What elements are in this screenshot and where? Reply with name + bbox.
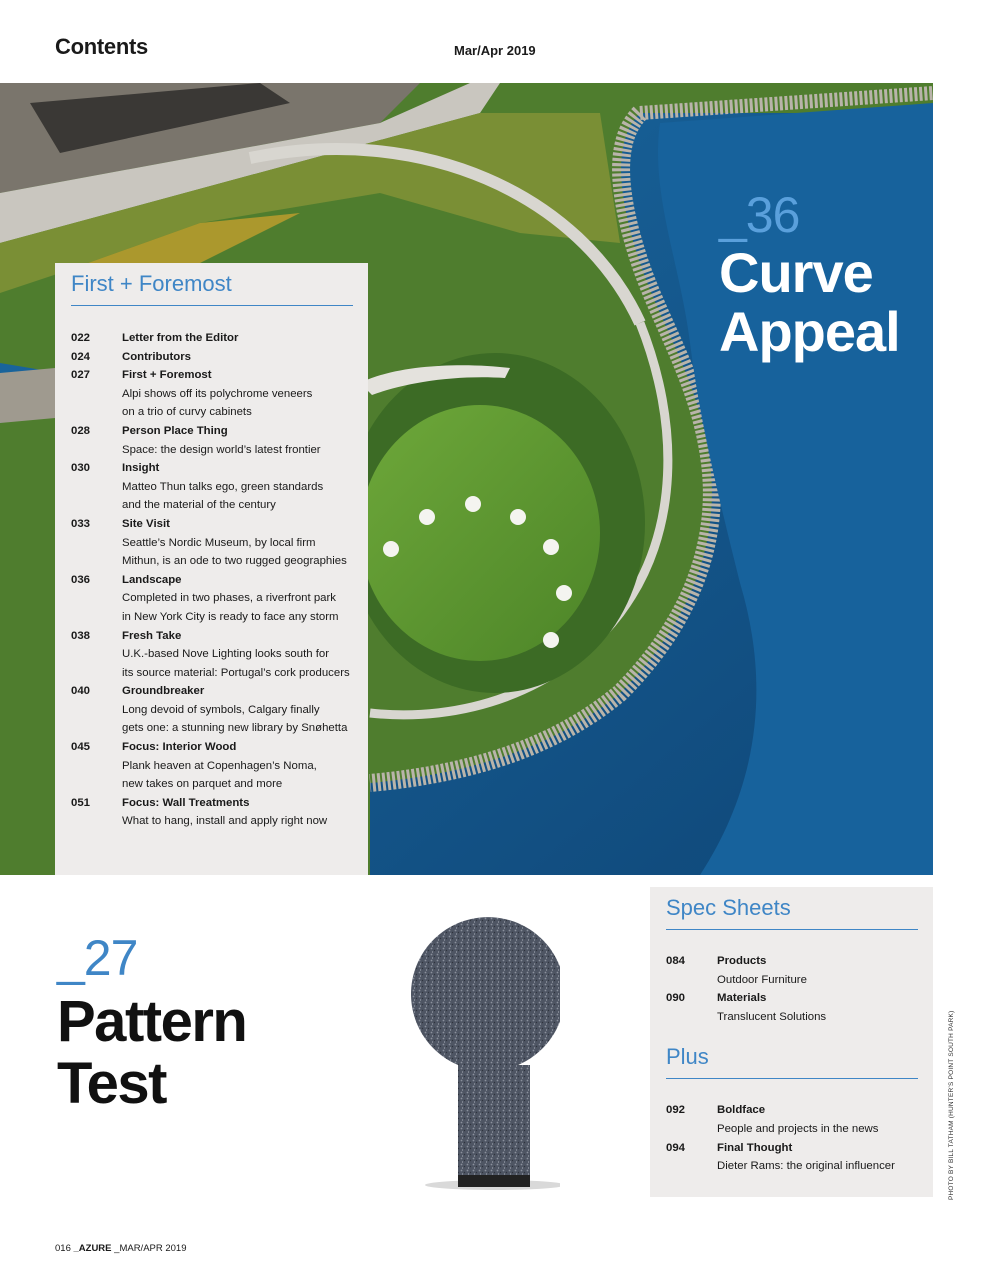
spec-sheets-heading: Spec Sheets [666, 895, 918, 930]
toc-description: Seattle’s Nordic Museum, by local firm [122, 536, 316, 549]
toc-entry [666, 1139, 933, 1176]
toc-description: What to hang, install and apply right now [122, 815, 328, 828]
toc-entry [71, 329, 368, 348]
toc-entry-text [122, 627, 350, 683]
toc-section-title: Boldface [717, 1104, 766, 1117]
toc-entry-text [122, 348, 191, 367]
plus-heading: Plus [666, 1044, 918, 1079]
toc-section-title: Focus: Wall Treatments [122, 796, 250, 809]
toc-page-number: 045 [71, 741, 91, 754]
toc-entry-text [122, 571, 339, 627]
toc-section-title: Groundbreaker [122, 685, 205, 698]
toc-page-number: 092 [666, 1104, 686, 1117]
feature-27-title [57, 991, 246, 1115]
toc-description: Mithun, is an ode to two rugged geographies [122, 555, 347, 568]
toc-section-title: Landscape [122, 573, 182, 586]
toc-description: Translucent Solutions [717, 1010, 827, 1023]
feature-36-title-line-2: Appeal [719, 299, 900, 363]
plus-list [666, 1101, 933, 1175]
toc-page-number: 030 [71, 462, 91, 475]
spec-sheets-list [666, 952, 933, 1026]
toc-entry [71, 348, 368, 367]
toc-entry-text [122, 366, 312, 422]
toc-page-number: 033 [71, 517, 91, 530]
feature-27-headline [57, 930, 247, 1117]
toc-section-title: Letter from the Editor [122, 332, 239, 344]
toc-page-number: 051 [71, 796, 91, 809]
feature-27-number: _27 [57, 930, 138, 986]
footer-page-number: 016 [55, 1243, 71, 1254]
toc-description: and the material of the century [122, 499, 276, 512]
toc-page-number: 094 [666, 1141, 686, 1154]
toc-section-title: First + Foremost [122, 369, 212, 382]
first-foremost-list [71, 329, 368, 831]
footer-brand: _AZURE [73, 1243, 112, 1254]
toc-page-number: 084 [666, 955, 686, 967]
toc-entry [666, 989, 933, 1026]
toc-section-title: Person Place Thing [122, 424, 228, 437]
toc-entry-text [122, 794, 327, 831]
toc-page-number: 028 [71, 424, 91, 437]
toc-description: in New York City is ready to face any storm [122, 610, 339, 623]
toc-entry-text [122, 329, 238, 348]
photo-credit: PHOTO BY BILL TATHAM (HUNTER’S POINT SOUTH PARK) [948, 1010, 955, 1200]
toc-page-number: 024 [71, 350, 91, 363]
toc-page-number: 036 [71, 573, 91, 586]
page-footer [55, 1243, 187, 1254]
toc-description: Long devoid of symbols, Calgary finally [122, 703, 320, 716]
toc-section-title: Final Thought [717, 1141, 793, 1154]
toc-entry [71, 794, 368, 831]
footer-issue: _MAR/APR 2019 [114, 1243, 187, 1254]
toc-section-title: Insight [122, 462, 160, 475]
keyhole-cabinet-photo [400, 905, 560, 1200]
toc-section-title: Materials [717, 992, 767, 1005]
toc-entry-text [717, 1101, 878, 1138]
feature-27-title-line-1: Pattern [57, 989, 247, 1054]
toc-description: new takes on parquet and more [122, 778, 283, 791]
toc-description: U.K.-based Nove Lighting looks south for [122, 648, 330, 661]
toc-entry-text [122, 459, 323, 515]
toc-entry [71, 571, 368, 627]
spec-sheets-panel [650, 887, 933, 1197]
toc-description: its source material: Portugal’s cork producers [122, 666, 350, 679]
feature-27-title-line-2: Test [57, 1051, 166, 1117]
toc-page-number: 090 [666, 992, 686, 1005]
toc-entry [71, 682, 368, 738]
toc-description: Space: the design world’s latest frontier [122, 443, 321, 456]
page-header-date: Mar/Apr 2019 [454, 43, 536, 58]
toc-section-title: Products [717, 955, 767, 967]
toc-entry-text [717, 989, 826, 1026]
toc-section-title: Fresh Take [122, 629, 182, 642]
toc-entry [666, 952, 933, 989]
toc-description: Dieter Rams: the original influencer [717, 1160, 895, 1173]
feature-36-number: _36 [719, 187, 800, 243]
toc-entry-text [122, 422, 321, 459]
toc-entry-text [122, 738, 317, 794]
first-foremost-panel [55, 263, 368, 875]
toc-page-number: 038 [71, 629, 91, 642]
toc-description: gets one: a stunning new library by Snøhetta [122, 722, 348, 735]
toc-description: on a trio of curvy cabinets [122, 406, 252, 419]
toc-section-title: Site Visit [122, 517, 170, 530]
toc-description: Completed in two phases, a riverfront park [122, 592, 336, 605]
feature-36-title [719, 241, 900, 363]
first-foremost-heading: First + Foremost [71, 271, 353, 306]
toc-entry [71, 366, 368, 422]
feature-36-headline [719, 187, 900, 363]
keyhole-cabinet-illustration [400, 905, 560, 1195]
toc-section-title: Focus: Interior Wood [122, 741, 237, 754]
toc-entry [71, 459, 368, 515]
toc-entry-text [122, 682, 347, 738]
toc-entry [71, 738, 368, 794]
toc-entry [666, 1101, 933, 1138]
toc-description: Outdoor Furniture [717, 973, 807, 986]
toc-page-number: 022 [71, 332, 91, 344]
toc-entry [71, 515, 368, 571]
toc-section-title: Contributors [122, 350, 191, 363]
toc-entry-text [717, 952, 807, 989]
toc-page-number: 027 [71, 369, 91, 382]
feature-36-title-line-1: Curve [719, 241, 873, 304]
toc-page-number: 040 [71, 685, 91, 698]
toc-description: Alpi shows off its polychrome veneers [122, 387, 313, 400]
toc-entry [71, 422, 368, 459]
toc-entry-text [122, 515, 347, 571]
page-header-title: Contents [55, 34, 148, 59]
toc-description: Plank heaven at Copenhagen’s Noma, [122, 759, 317, 772]
toc-description: People and projects in the news [717, 1122, 879, 1135]
toc-entry-text [717, 1139, 895, 1176]
toc-description: Matteo Thun talks ego, green standards [122, 480, 324, 493]
toc-entry [71, 627, 368, 683]
